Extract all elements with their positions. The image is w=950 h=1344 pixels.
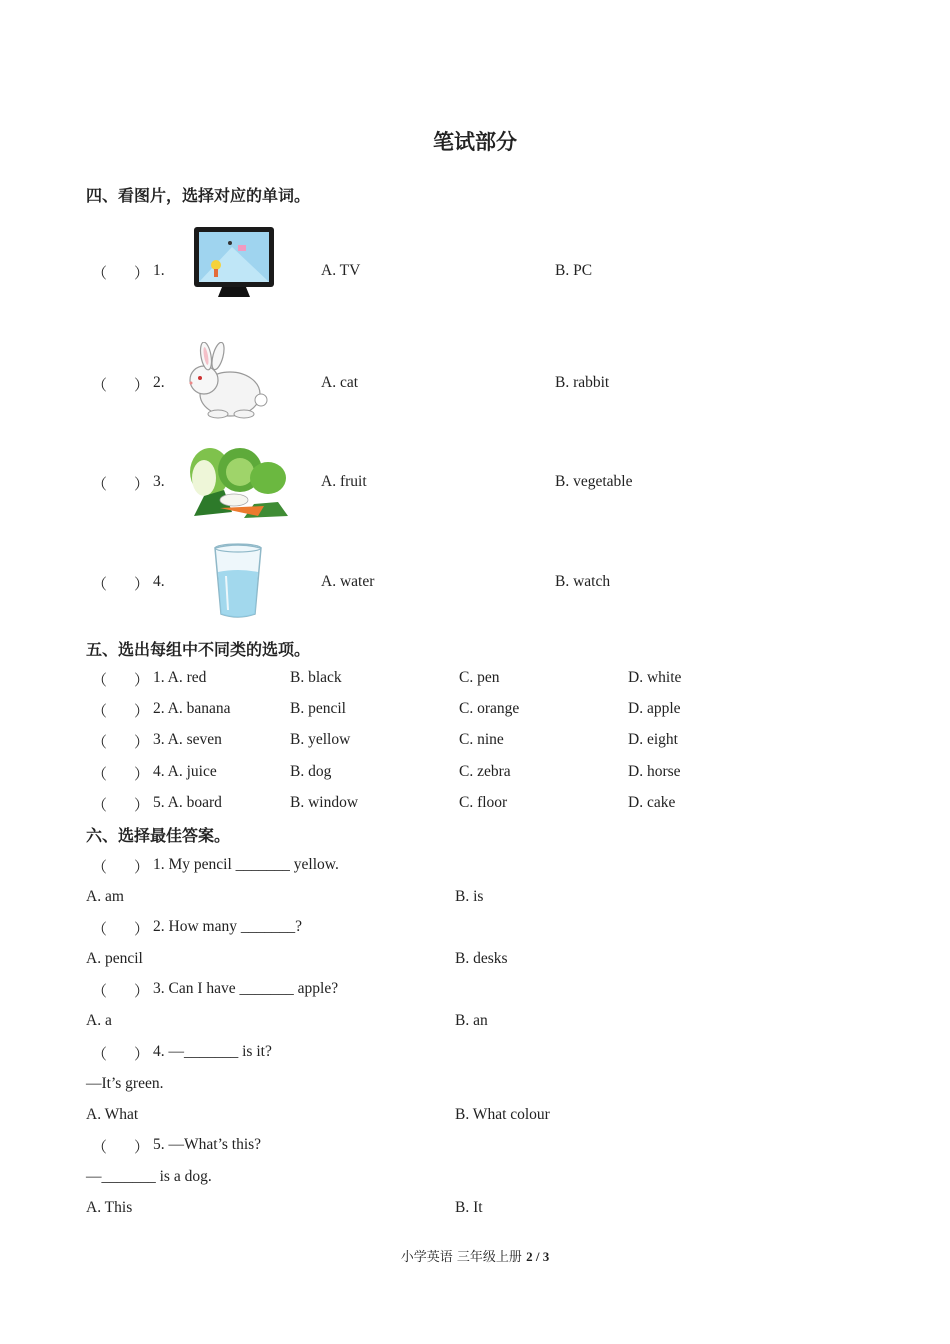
option-a: A. cat (321, 374, 359, 391)
answer-paren-open: （ (92, 735, 108, 751)
option-c: C. orange (459, 700, 520, 717)
question-number: 4. (153, 573, 165, 590)
answer-paren-open: （ (92, 673, 108, 689)
option-a: A. water (321, 573, 375, 590)
option-b: B. an (455, 1012, 488, 1029)
answer-paren-close: ） (134, 735, 150, 751)
option-a: 5. A. board (153, 794, 222, 811)
option-a: A. a (86, 1012, 112, 1029)
option-b: B. watch (555, 573, 611, 590)
answer-paren-close: ） (134, 1047, 150, 1063)
option-a: A. am (86, 888, 124, 905)
option-a: 2. A. banana (153, 700, 231, 717)
answer-paren-close: ） (134, 577, 150, 593)
glass-of-water-icon (212, 542, 264, 620)
option-b: B. window (290, 794, 359, 811)
option-d: D. cake (628, 794, 676, 811)
dialogue-reply: —_______ is a dog. (86, 1168, 212, 1185)
answer-paren-open: （ (92, 704, 108, 720)
option-a: A. pencil (86, 950, 143, 967)
answer-paren-close: ） (134, 798, 150, 814)
section-6-heading: 六、选择最佳答案。 (86, 826, 231, 845)
option-b: B. vegetable (555, 473, 633, 490)
answer-paren-open: （ (92, 477, 108, 493)
answer-paren-open: （ (92, 378, 108, 394)
question-number: 1. (153, 262, 165, 279)
answer-paren-close: ） (134, 984, 150, 1000)
answer-paren-close: ） (134, 1140, 150, 1156)
answer-paren-open: （ (92, 984, 108, 1000)
option-a: 4. A. juice (153, 763, 217, 780)
option-b: B. rabbit (555, 374, 610, 391)
answer-paren-close: ） (134, 266, 150, 282)
question-number: 2. (153, 374, 165, 391)
option-d: D. apple (628, 700, 681, 717)
answer-paren-close: ） (134, 673, 150, 689)
answer-paren-open: （ (92, 798, 108, 814)
option-b: B. black (290, 669, 342, 686)
rabbit-icon (178, 342, 268, 422)
answer-paren-close: ） (134, 767, 150, 783)
answer-paren-close: ） (134, 860, 150, 876)
answer-paren-open: （ (92, 577, 108, 593)
option-a: A. TV (321, 262, 361, 279)
option-b: B. dog (290, 763, 332, 780)
option-a: 3. A. seven (153, 731, 222, 748)
option-b: B. desks (455, 950, 508, 967)
option-a: A. This (86, 1199, 133, 1216)
option-d: D. eight (628, 731, 678, 748)
answer-paren-close: ） (134, 704, 150, 720)
answer-paren-open: （ (92, 860, 108, 876)
option-a: 1. A. red (153, 669, 207, 686)
answer-paren-open: （ (92, 1047, 108, 1063)
option-d: D. horse (628, 763, 681, 780)
footer-text: 小学英语 三年级上册 (400, 1250, 527, 1265)
option-b: B. PC (555, 262, 593, 279)
answer-paren-open: （ (92, 767, 108, 783)
section-5-heading: 五、选出每组中不同类的选项。 (86, 640, 311, 659)
page-footer (0, 1246, 950, 1265)
dialogue-reply: —It’s green. (86, 1075, 164, 1092)
question-text: 2. How many _______? (153, 918, 302, 935)
answer-paren-close: ） (134, 922, 150, 938)
option-a: A. What (86, 1106, 139, 1123)
option-c: C. nine (459, 731, 504, 748)
answer-paren-close: ） (134, 477, 150, 493)
option-b: B. What colour (455, 1106, 550, 1123)
question-text: 3. Can I have _______ apple? (153, 980, 339, 997)
question-text: 5. —What’s this? (153, 1136, 262, 1153)
option-c: C. pen (459, 669, 500, 686)
answer-paren-open: （ (92, 922, 108, 938)
option-b: B. is (455, 888, 484, 905)
option-b: B. pencil (290, 700, 346, 717)
page-separator: / (532, 1249, 543, 1264)
answer-paren-open: （ (92, 266, 108, 282)
page-total: 3 (542, 1249, 550, 1264)
question-number: 3. (153, 473, 165, 490)
tv-icon (192, 225, 276, 299)
section-4-heading: 四、看图片，选择对应的单词。 (86, 186, 311, 205)
option-c: C. floor (459, 794, 508, 811)
option-a: A. fruit (321, 473, 367, 490)
page-number: 2 (526, 1249, 533, 1264)
vegetables-icon (184, 442, 290, 522)
option-b: B. It (455, 1199, 483, 1216)
answer-paren-open: （ (92, 1140, 108, 1156)
answer-paren-close: ） (134, 378, 150, 394)
option-c: C. zebra (459, 763, 511, 780)
page-title: 笔试部分 (433, 130, 517, 154)
option-d: D. white (628, 669, 682, 686)
question-text: 4. —_______ is it? (153, 1043, 272, 1060)
question-text: 1. My pencil _______ yellow. (153, 856, 339, 873)
option-b: B. yellow (290, 731, 351, 748)
